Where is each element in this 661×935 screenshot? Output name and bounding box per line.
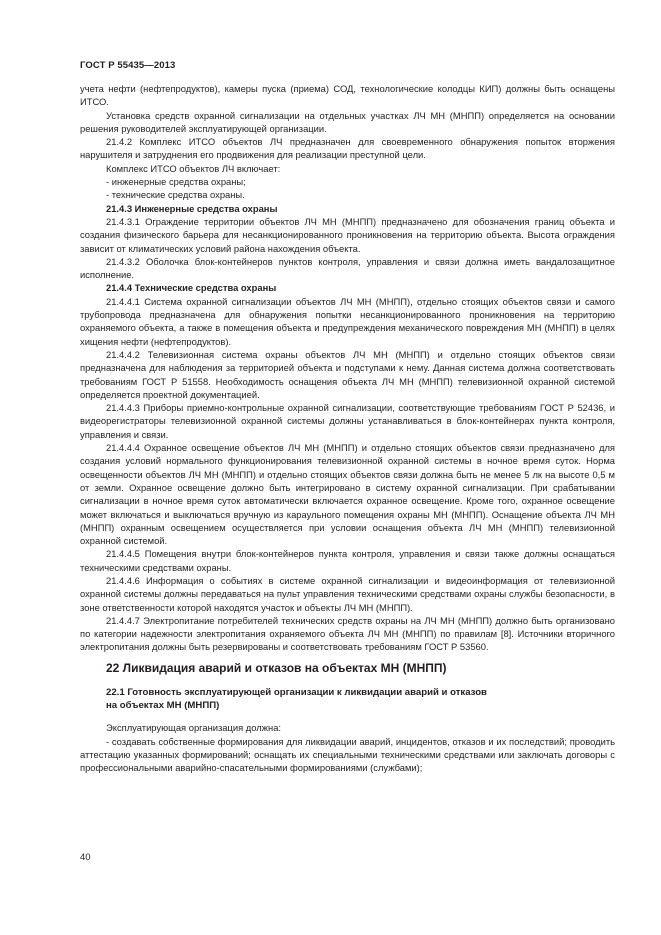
clause-heading: 21.4.3 Инженерные средства охраны <box>106 202 278 214</box>
list-item: - технические средства охраны. <box>106 189 245 201</box>
paragraph: Установка средств охранной сигнализации на отдельных участках ЛЧ МН (МНПП) определяется на основании решения руководителей эксплуатирующей организации. <box>80 109 615 134</box>
page-number: 40 <box>80 852 91 863</box>
subsection-heading-line: 22.1 Готовность эксплуатирующей организации к ликвидации аварий и отказов <box>106 686 487 698</box>
standard-header: ГОСТ Р 55435—2013 <box>80 60 176 71</box>
page-body <box>80 82 615 775</box>
subsection-heading-line: на объектах МН (МНПП) <box>106 700 220 712</box>
clause-heading: 21.4.4 Технические средства охраны <box>106 282 277 294</box>
paragraph: 21.4.4.6 Информация о событиях в системе охранной сигнализации и видеоинформация от телевизионной охранной системы должны передаваться на пульт управления техническими средствами охраны службы безопасности, в зоне ответственности которой находятся участок и объекты ЛЧ МН (МНПП). <box>80 574 615 613</box>
paragraph: 21.4.4.3 Приборы приемно-контрольные охранной сигнализации, соответствующие требованиям ГОСТ Р 52436, и видеорегистраторы телевизионной охранной системы должны устанавливаться в блок-контейнерах пункта контроля, управления и связи. <box>80 402 615 440</box>
paragraph: 21.4.3.1 Ограждение территории объектов ЛЧ МН (МНПП) предназначено для обозначения границ объекта и создания физического барьера для несанкционированного проникновения на территорию объекта. Высота ограждения зависит от климатических условий района нахождения объекта. <box>80 215 615 254</box>
paragraph: 21.4.2 Комплекс ИТСО объектов ЛЧ предназначен для своевременного обнаружения попыток вторжения нарушителя и затруднения его продвижения для реализации преступной цели. <box>80 136 615 161</box>
paragraph: 21.4.4.4 Охранное освещение объектов ЛЧ МН (МНПП) и отдельно стоящих объектов связи предназначено для создания условий нормального функционирования телевизионной охранной системы в ночное время суток. Норма освещенности объектов ЛЧ МН (МНПП) и отдельно стоящих объектов связи должна быть не менее 5 лк на высоте 0,5 м от земли. Охранное освещение должно быть интегрировано в систему охранной сигнализации. При срабатывании сигнализации в ночное время суток автоматически включается охранное освещение. Кроме того, охранное освещение может включаться и выключаться вручную из караульного помещения охраны МН (МНПП). Оснащение объекта ЛЧ МН (МНПП) охранным освещением осуществляется при условии оснащения объекта ЛЧ МН (МНПП) телевизионной охранной системой. <box>80 442 615 547</box>
paragraph: 21.4.4.1 Система охранной сигнализации объектов ЛЧ МН (МНПП), отдельно стоящих объектов связи и самого трубопровода предназначена для обнаружения попытки несанкционированного проникновения на территорию охраняемого объекта, а также в помещения объекта и предупреждения механического повреждения МН (МНПП) в целях хищения нефти (нефтепродуктов). <box>80 295 615 347</box>
list-item: - создавать собственные формирования для ликвидации аварий, инцидентов, отказов и их последствий; проводить аттестацию указанных формирований; оснащать их специальными техническими средствами или заключать договоры с профессиональными аварийно-спасательными формированиями (службами); <box>80 735 615 774</box>
paragraph: 21.4.3.2 Оболочка блок-контейнеров пунктов контроля, управления и связи должна иметь вандалозащитное исполнение. <box>80 255 615 281</box>
subsection-heading <box>80 686 615 713</box>
paragraph: 21.4.4.2 Телевизионная система охраны объектов ЛЧ МН (МНПП) и отдельно стоящих объектов связи предназначена для наблюдения за территорией объекта и подступами к нему. Данная система должна соответствовать требованиям ГОСТ Р 51558. Необходимость оснащения объекта ЛЧ МН (МНПП) телевизионной охранной системой определяется проектной документацией. <box>80 348 615 400</box>
paragraph: учета нефти (нефтепродуктов), камеры пуска (приема) СОД, технологические колодцы КИП) должны быть оснащены ИТСО. <box>80 83 615 108</box>
list-item: - инженерные средства охраны; <box>106 176 246 188</box>
paragraph: Комплекс ИТСО объектов ЛЧ включает: <box>106 162 281 174</box>
section-heading: 22 Ликвидация аварий и отказов на объектах МН (МНПП) <box>106 660 447 675</box>
paragraph: 21.4.4.5 Помещения внутри блок-контейнеров пункта контроля, управления и связи также должны оснащаться техническими средствами охраны. <box>80 548 615 573</box>
paragraph: Эксплуатирующая организация должна: <box>106 722 282 734</box>
paragraph: 21.4.4.7 Электропитание потребителей технических средств охраны на ЛЧ МН (МНПП) должно быть организовано по категории надежности электропитания охраняемого объекта ЛЧ МН (МНПП) по правилам [8]. Источники вторичного электропитания должны быть резервированы и соответствовать требованиям ГОСТ Р 53560. <box>80 614 615 653</box>
